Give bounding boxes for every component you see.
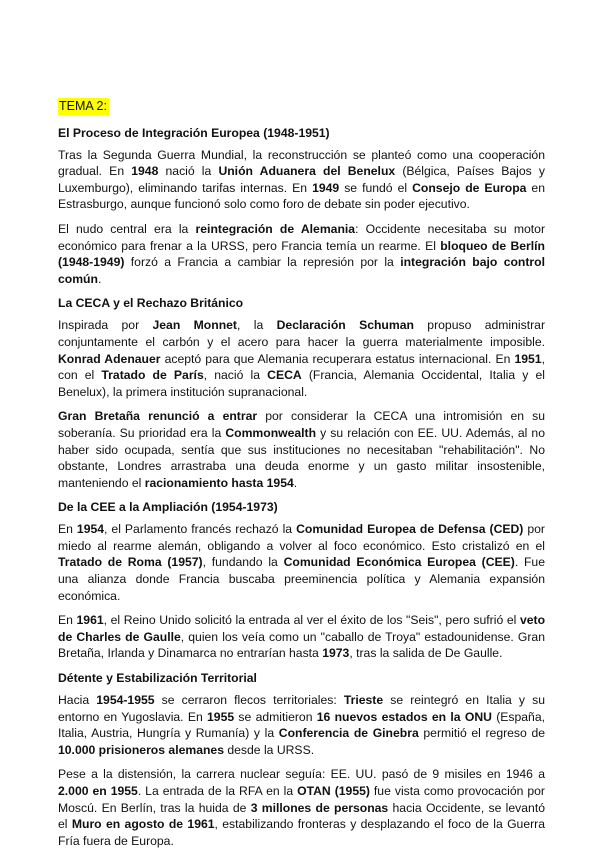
bold-text: 1951	[514, 351, 542, 366]
text-run: , tras la salida de De Gaulle.	[349, 646, 503, 661]
bold-text: racionamiento hasta 1954	[144, 475, 294, 490]
text-run: , quien los veía como un "caballo de Troya" estadounidense. Gran Bretaña, Irlanda y Dinamarca no entrarían hasta	[58, 629, 545, 661]
bold-text: 1948	[131, 164, 159, 179]
text-run: por miedo al rearme alemán, obligando a volver al foco económico. Esto cristalizó en el	[58, 522, 545, 553]
bold-text: Trieste	[343, 693, 384, 708]
text-run: , nació la	[203, 368, 268, 383]
bold-text: 1954	[76, 522, 105, 537]
bold-text: bloqueo de Berlín (1948-1949)	[58, 238, 545, 270]
bold-text: Jean Monnet	[152, 318, 237, 333]
paragraph	[58, 317, 545, 400]
text-run: desde la URSS.	[223, 742, 315, 757]
text-run: En	[58, 522, 77, 537]
text-run: , el Reino Unido solicitó la entrada al ver el éxito de los "Seis", pero sufrió el	[103, 613, 520, 628]
paragraph	[58, 408, 545, 491]
paragraph	[58, 692, 545, 758]
bold-text: Comunidad Europea de Defensa (CED)	[296, 522, 524, 537]
bold-text: CECA	[267, 368, 302, 383]
section-heading: Détente y Estabilización Territorial	[58, 671, 257, 686]
document-body	[58, 125, 545, 849]
bold-text: Konrad Adenauer	[58, 351, 161, 366]
paragraph	[58, 766, 545, 849]
text-run: nació la	[158, 164, 219, 179]
text-run: en Estrasburgo, aunque funcionó solo como foro de debate sin poder ejecutivo.	[58, 180, 545, 212]
text-run: fue vista como provocación por Moscú. En Berlín, tras la huida de	[58, 784, 545, 815]
text-run: El nudo central era la	[58, 221, 196, 236]
bold-text: reintegración de Alemania	[195, 221, 356, 236]
text-run: hacia Occidente, se levantó el	[58, 800, 545, 832]
paragraph	[58, 221, 545, 287]
bold-text: Consejo de Europa	[412, 180, 527, 195]
bold-text: Commonwealth	[225, 425, 317, 440]
text-run: forzó a Francia a cambiar la represión por la	[124, 255, 401, 270]
bold-text: 1949	[312, 180, 340, 195]
text-run: Tras la Segunda Guerra Mundial, la reconstrucción se planteó como una cooperación gradual. En	[58, 147, 545, 179]
text-run: propuso administrar conjuntamente el carbón y el acero para hacer la guerra materialmente imposible.	[58, 318, 545, 349]
bold-text: integración bajo control común	[58, 255, 545, 286]
bold-text: 1955	[207, 709, 235, 724]
bold-text: 10.000 prisioneros alemanes	[58, 742, 224, 757]
bold-text: 2.000 en 1955	[58, 784, 138, 798]
text-run: se fundó el	[339, 180, 413, 195]
text-run: , fundando la	[202, 555, 284, 570]
bold-text: OTAN (1955)	[297, 784, 370, 798]
bold-text: Comunidad Económica Europea (CEE)	[283, 555, 515, 570]
text-run: y su relación con EE. UU. Además, al no haber sido ocupada, sentía que sus instituciones no necesitaban "rehabilitación". No obstante, Londres arrastraba una deuda enorme y un gasto militar insostenible, manteniendo el	[58, 425, 545, 490]
section-heading: El Proceso de Integración Europea (1948-1951)	[58, 125, 330, 140]
bold-text: Declaración Schuman	[276, 318, 414, 333]
text-run: se admitieron	[234, 709, 317, 724]
paragraph	[58, 521, 545, 604]
text-run: : Occidente necesitaba su motor económico para frenar a la URSS, pero Francia temía un rearme. El	[58, 221, 546, 253]
text-run: se reintegró en Italia y su entorno en Yugoslavia. En	[58, 693, 546, 724]
text-run: Hacia	[58, 693, 97, 708]
bold-text: Unión Aduanera del Benelux	[218, 164, 396, 179]
text-run: , con el	[58, 351, 545, 383]
bold-text: 1973	[322, 646, 350, 661]
text-run: (Francia, Alemania Occidental, Italia y el Benelux), la primera institución supranacional.	[58, 368, 545, 399]
text-run: .	[97, 271, 102, 286]
text-run: , la	[236, 318, 277, 333]
section-heading: La CECA y el Rechazo Británico	[58, 296, 244, 311]
bold-text: 1954-1955	[96, 693, 155, 708]
text-run: Pese a la distensión, la carrera nuclear seguía: EE. UU. pasó de 9 misiles en 1946 a	[58, 767, 545, 782]
bold-text: Tratado de París	[101, 368, 204, 383]
bold-text: Gran Bretaña renunció a entrar	[58, 409, 258, 424]
text-run: Inspirada por	[58, 318, 153, 333]
section-heading: De la CEE a la Ampliación (1954-1973)	[58, 500, 278, 515]
bold-text: 16 nuevos estados en la ONU	[316, 709, 492, 724]
paragraph	[58, 612, 545, 662]
text-run: permitió el regreso de	[418, 726, 545, 741]
bold-text: veto de Charles de Gaulle	[58, 613, 546, 644]
paragraph	[58, 147, 545, 213]
text-run: (Bélgica, Países Bajos y Luxemburgo), eliminando tarifas internas. En	[58, 164, 545, 195]
text-run: .	[293, 475, 298, 490]
text-run: por considerar la CECA una intromisión en su soberanía. Su prioridad era la	[58, 409, 545, 440]
tema-label: TEMA 2:	[59, 99, 107, 113]
bold-text: 3 millones de personas	[250, 800, 389, 815]
text-run: , el Parlamento francés rechazó la	[104, 522, 297, 537]
text-run: aceptó para que Alemania recuperara estatus internacional. En	[160, 351, 515, 366]
text-run: . La entrada de la RFA en la	[137, 784, 298, 798]
text-run: En	[58, 613, 77, 628]
bold-text: 1961	[76, 613, 104, 628]
text-run: se cerraron flecos territoriales:	[154, 693, 344, 708]
text-run: (España, Italia, Austria, Hungría y Rumanía) y la	[58, 709, 545, 741]
bold-text: Conferencia de Ginebra	[278, 726, 419, 741]
bold-text: Muro en agosto de 1961	[71, 817, 215, 832]
bold-text: Tratado de Roma (1957)	[58, 555, 203, 570]
text-run: , estabilizando fronteras y desplazando el foco de la Guerra Fría fuera de Europa.	[58, 817, 545, 848]
text-run: . Fue una alianza donde Francia buscaba preeminencia política y Alemania expansión económica.	[58, 555, 545, 603]
